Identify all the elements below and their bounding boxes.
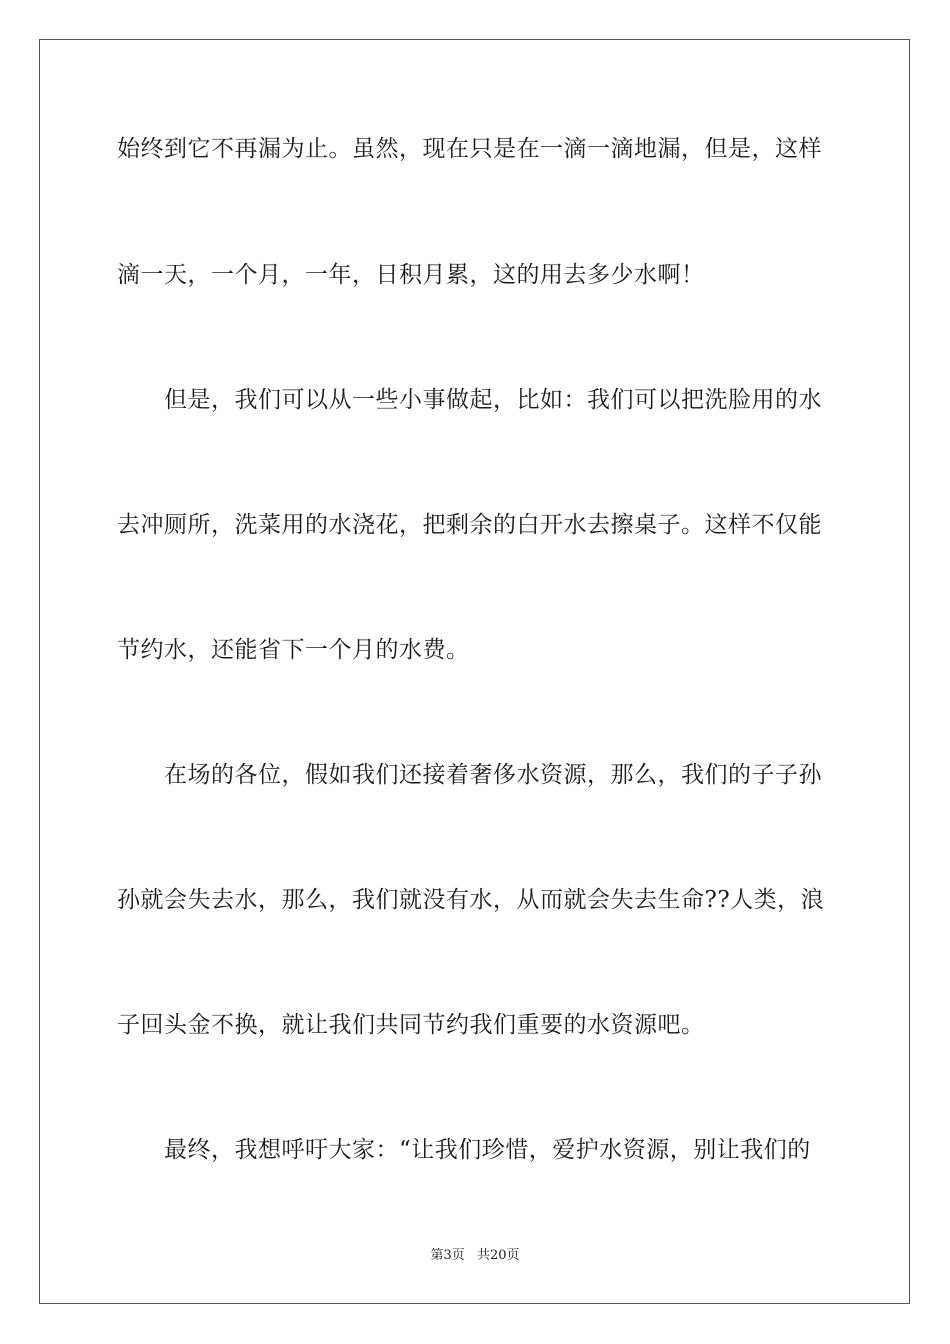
page-footer (0, 1247, 950, 1265)
text-line: 在场的各位，假如我们还接着奢侈水资源，那么，我们的子子孙 (164, 762, 822, 788)
text-line: 孙就会失去水，那么，我们就没有水，从而就会失去生命??人类，浪 (117, 887, 825, 913)
text-line: 节约水，还能省下一个月的水费。 (117, 637, 470, 663)
page-total: 共20页 (476, 1248, 520, 1263)
text-line: 始终到它不再漏为止。虽然，现在只是在一滴一滴地漏，但是，这样 (117, 136, 822, 162)
text-line: 滴一天，一个月，一年，日积月累，这的用去多少水啊！ (117, 262, 705, 288)
text-line: 去冲厕所，洗菜用的水浇花，把剩余的白开水去擦桌子。这样不仅能 (117, 512, 822, 538)
page-border (39, 39, 910, 1304)
page-number: 第3页 (430, 1248, 465, 1263)
text-line: 子回头金不换，就让我们共同节约我们重要的水资源吧。 (117, 1012, 705, 1038)
text-line: 但是，我们可以从一些小事做起，比如：我们可以把洗脸用的水 (164, 387, 822, 413)
text-line: 最终，我想呼吁大家：“让我们珍惜，爱护水资源，别让我们的 (164, 1137, 811, 1163)
